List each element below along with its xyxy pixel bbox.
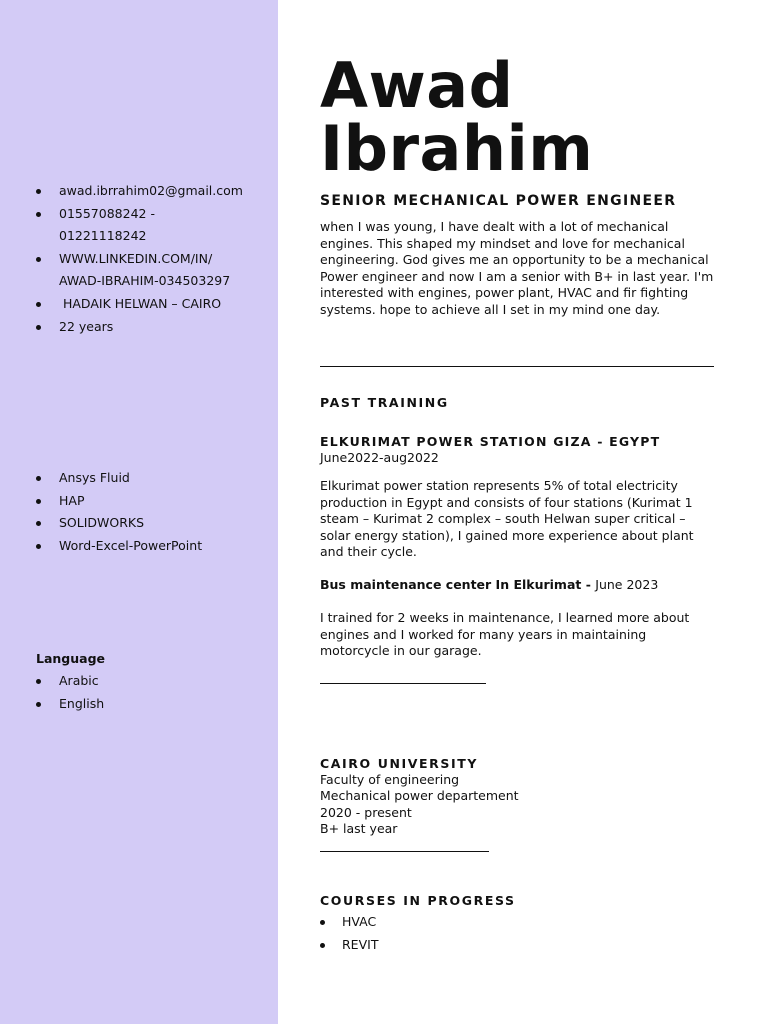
course-item: REVIT <box>320 934 378 957</box>
divider <box>320 851 489 852</box>
first-name: Awad <box>320 49 514 122</box>
training-entry-2-heading <box>320 577 715 594</box>
education-faculty: Faculty of engineering <box>320 772 460 787</box>
language-item: English <box>36 693 246 716</box>
education-school: CAIRO UNIVERSITY <box>320 756 479 771</box>
education-grade: B+ last year <box>320 821 398 836</box>
language-list <box>36 670 246 715</box>
skill-item: HAP <box>36 490 246 513</box>
skill-item: Ansys Fluid <box>36 467 246 490</box>
training-entry-description: Elkurimat power station represents 5% of total electricity production in Egypt and consists of four stations (Kurimat 1 steam – Kurimat 2 complex – south Helwan super critical – solar energy station), I gained more experience about plant and their cycle. <box>320 478 694 559</box>
education-department: Mechanical power departement <box>320 788 519 803</box>
sidebar <box>0 0 278 1024</box>
language-item: Arabic <box>36 670 246 693</box>
contact-address: HADAIK HELWAN – CAIRO <box>36 293 246 316</box>
language-heading: Language <box>36 651 106 666</box>
contact-age: 22 years <box>36 316 246 339</box>
contact-phone: 01557088242 - 01221118242 <box>36 203 246 248</box>
contact-linkedin: WWW.LINKEDIN.COM/IN/ AWAD-IBRAHIM-034503297 <box>36 248 246 293</box>
skills-list <box>36 467 246 557</box>
contact-list <box>36 180 246 338</box>
courses-heading: COURSES IN PROGRESS <box>320 893 516 908</box>
skill-item: Word-Excel-PowerPoint <box>36 535 246 558</box>
training-entry-2-date: June 2023 <box>595 577 659 592</box>
profile-summary: when I was young, I have dealt with a lot of mechanical engines. This shaped my mindset and love for mechanical engineering. God gives me an opportunity to be a mechanical Power engineer and now I am a senior with B+ in last year. I'm interested with engines, power plant, HVAC and fir fighting systems. hope to achieve all I set in my mind one day. <box>320 219 714 317</box>
courses-list <box>320 911 378 956</box>
training-entry-2-description: I trained for 2 weeks in maintenance, I learned more about engines and I worked for many years in maintaining motorcycle in our garage. <box>320 610 690 658</box>
contact-email: awad.ibrrahim02@gmail.com <box>36 180 246 203</box>
training-entry-title: ELKURIMAT POWER STATION GIZA - EGYPT <box>320 434 661 449</box>
training-heading: PAST TRAINING <box>320 395 449 410</box>
job-title: SENIOR MECHANICAL POWER ENGINEER <box>320 193 677 209</box>
training-entry-date: June2022-aug2022 <box>320 450 439 465</box>
divider <box>320 366 714 367</box>
training-entry-2-title: Bus maintenance center In Elkurimat - <box>320 577 596 592</box>
education-years: 2020 - present <box>320 805 412 820</box>
course-item: HVAC <box>320 911 378 934</box>
skill-item: SOLIDWORKS <box>36 512 246 535</box>
candidate-name <box>320 49 594 185</box>
divider <box>320 683 486 684</box>
last-name: Ibrahim <box>320 112 594 185</box>
